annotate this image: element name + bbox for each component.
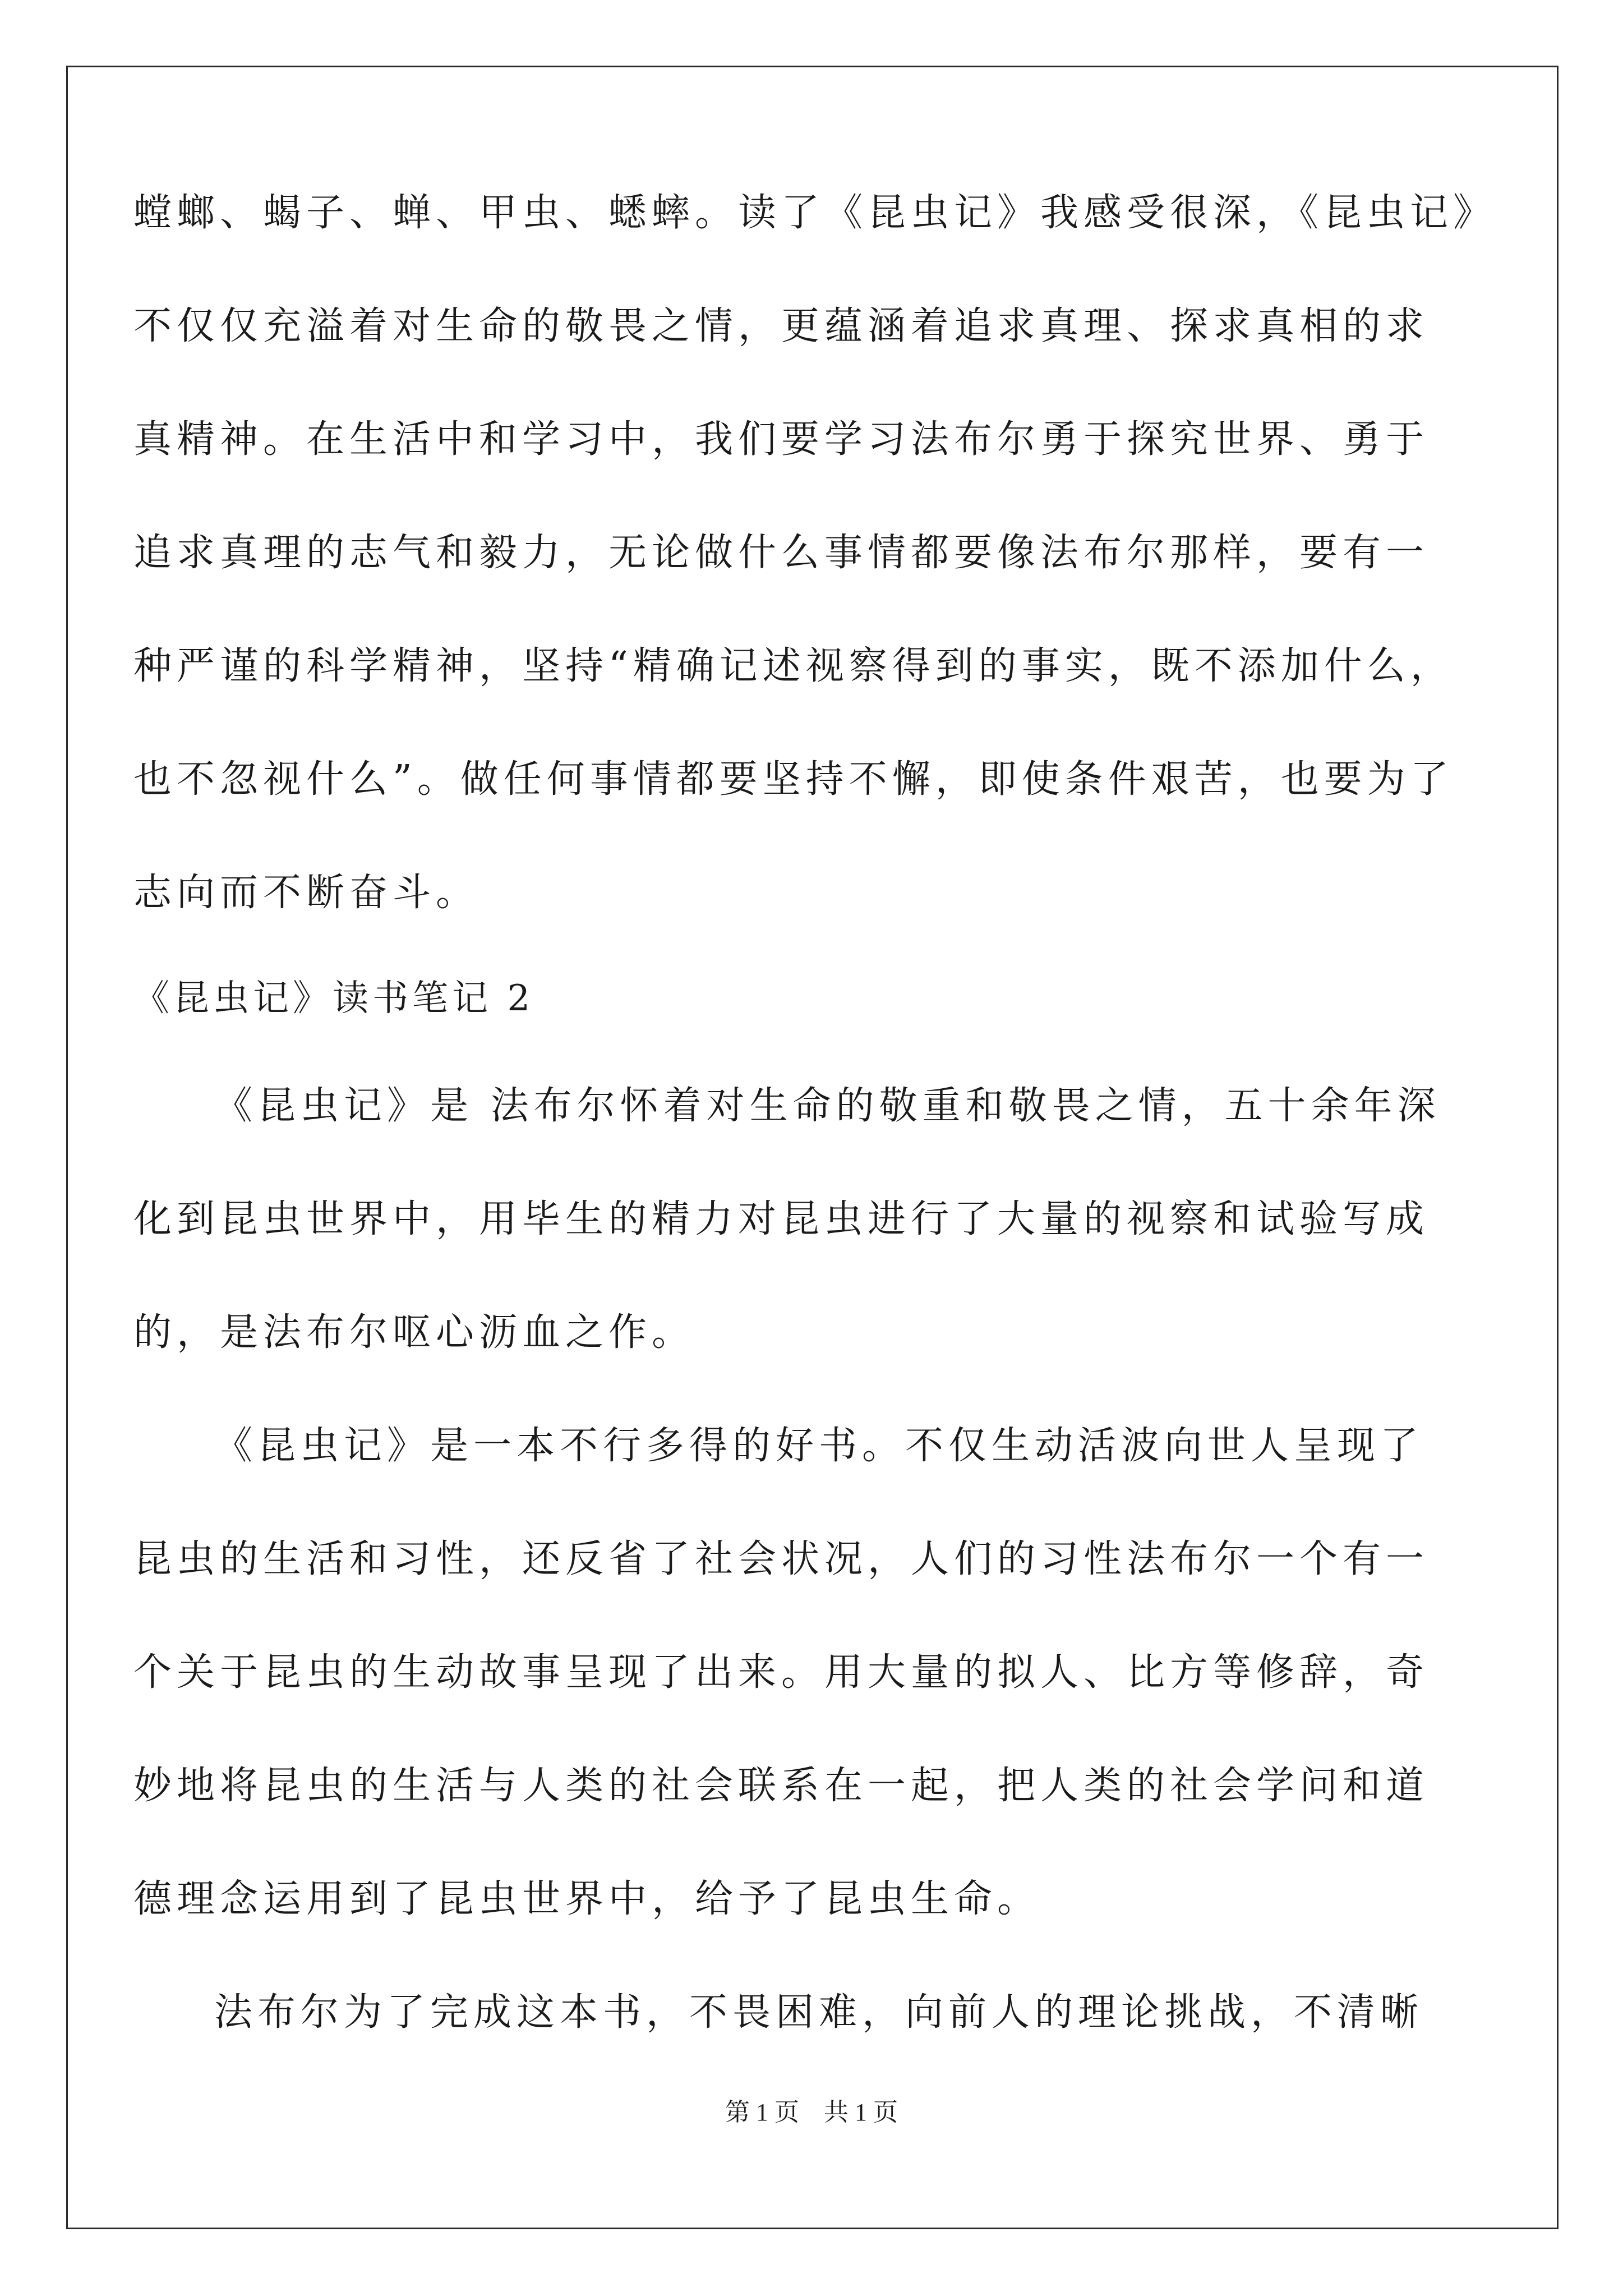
paragraph-first-line: 《昆虫记》是一本不行多得的好书。不仅生动活波向世人呈现了 bbox=[214, 1424, 1424, 1468]
paragraph-first-line: 《昆虫记》是 法布尔怀着对生命的敬重和敬畏之情，五十余年深 bbox=[214, 1084, 1441, 1128]
text-line: 个关于昆虫的生动故事呈现了出来。用大量的拟人、比方等修辞，奇 bbox=[133, 1650, 1430, 1695]
text-line: 化到昆虫世界中，用毕生的精力对昆虫进行了大量的视察和试验写成 bbox=[133, 1197, 1430, 1241]
text-line: 妙地将昆虫的生活与人类的社会联系在一起，把人类的社会学问和道 bbox=[133, 1764, 1430, 1808]
paragraph-first-line: 法布尔为了完成这本书，不畏困难，向前人的理论挑战，不清晰 bbox=[214, 1990, 1424, 2035]
text-line: 不仅仅充溢着对生命的敬畏之情，更蕴涵着追求真理、探求真相的求 bbox=[133, 304, 1430, 348]
text-line: 昆虫的生活和习性，还反省了社会状况，人们的习性法布尔一个有一 bbox=[133, 1537, 1430, 1581]
text-line: 真精神。在生活中和学习中，我们要学习法布尔勇于探究世界、勇于 bbox=[133, 417, 1430, 462]
page-number: 第 1 页 bbox=[725, 2099, 799, 2126]
text-line: 螳螂、蝎子、蝉、甲虫、蟋蟀。读了《昆虫记》我感受很深，《昆虫记》 bbox=[133, 191, 1497, 235]
text-line: 也不忽视什么”。做任何事情都要坚持不懈，即使条件艰苦，也要为了 bbox=[133, 757, 1454, 802]
page-footer bbox=[0, 2097, 1623, 2128]
section-heading: 《昆虫记》读书笔记 2 bbox=[133, 978, 534, 1019]
page-total: 共 1 页 bbox=[824, 2099, 898, 2126]
text-line: 的，是法布尔呕心沥血之作。 bbox=[133, 1310, 695, 1355]
text-line: 种严谨的科学精神，坚持“精确记述视察得到的事实，既不添加什么， bbox=[133, 644, 1454, 688]
text-line: 追求真理的志气和毅力，无论做什么事情都要像法布尔那样，要有一 bbox=[133, 531, 1430, 575]
text-line: 志向而不断奋斗。 bbox=[133, 871, 479, 915]
text-line: 德理念运用到了昆虫世界中，给予了昆虫生命。 bbox=[133, 1877, 1041, 1921]
